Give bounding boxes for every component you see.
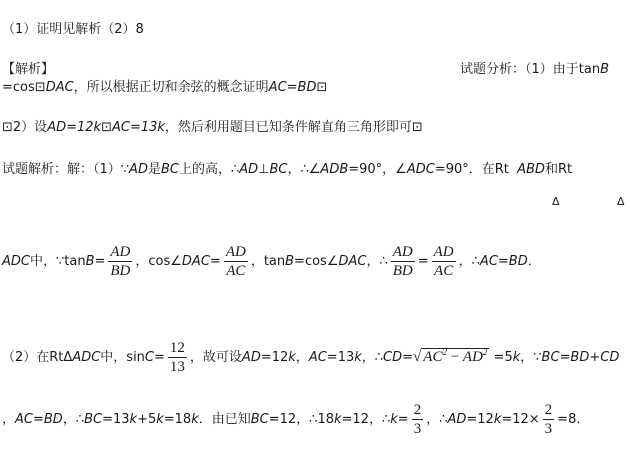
denominator: 13 bbox=[169, 359, 185, 375]
answer-text: （1）证明见解析（2）8 bbox=[2, 22, 144, 37]
var: AC=BD bbox=[479, 254, 528, 269]
var: ADC bbox=[406, 162, 435, 177]
text: ，∴∠ bbox=[287, 162, 321, 177]
var: AC bbox=[423, 349, 443, 365]
fraction-12-13 bbox=[168, 340, 187, 375]
text: ，∴ bbox=[361, 350, 384, 365]
sqrt-expression bbox=[413, 348, 489, 365]
text: =13 bbox=[326, 350, 355, 365]
text: ，∴ bbox=[458, 254, 480, 269]
var: ADC bbox=[72, 350, 101, 365]
text: 试题解析：解：（1）∵ bbox=[2, 162, 130, 177]
numerator: AD bbox=[392, 244, 413, 260]
text: 和Rt bbox=[545, 162, 573, 177]
denominator: BD bbox=[110, 263, 131, 279]
text: ，tan bbox=[250, 254, 286, 269]
text: =13 bbox=[102, 412, 130, 427]
text: =12× bbox=[501, 412, 540, 427]
fraction-ad-ac bbox=[432, 244, 456, 279]
text: =cos∠ bbox=[294, 254, 339, 269]
text: ，所以根据正切和余弦的概念证明 bbox=[73, 80, 269, 95]
text: =5 bbox=[493, 350, 513, 365]
var: k bbox=[390, 412, 398, 427]
var-ad-12k: AD=12k bbox=[47, 120, 102, 135]
text: =18 bbox=[163, 412, 192, 427]
text: = bbox=[209, 254, 221, 269]
text: = bbox=[94, 254, 106, 269]
text: =12，∴ bbox=[341, 412, 391, 427]
missing-glyph-icon: ⊡ bbox=[101, 120, 112, 135]
numerator: 2 bbox=[544, 402, 553, 418]
solution-p2-line-2 bbox=[2, 402, 589, 437]
text: = bbox=[402, 350, 414, 365]
var: k bbox=[288, 350, 296, 365]
text: ，∵ bbox=[520, 350, 542, 365]
var: BC bbox=[84, 412, 103, 427]
var: BC bbox=[160, 162, 179, 177]
var: AC bbox=[308, 350, 327, 365]
numerator: AD bbox=[225, 244, 246, 260]
denominator: BD bbox=[392, 263, 413, 279]
var: B bbox=[285, 254, 295, 269]
var: DAC bbox=[181, 254, 210, 269]
text: =12 bbox=[466, 412, 494, 427]
text: 中，sin bbox=[100, 350, 145, 365]
text: = bbox=[397, 412, 409, 427]
solution-p1-line-1 bbox=[2, 162, 572, 178]
triangle-symbol: Δ bbox=[63, 350, 73, 365]
exponent: 2 bbox=[442, 347, 447, 357]
var: AD bbox=[129, 162, 148, 177]
var: ABD bbox=[517, 162, 545, 177]
missing-glyph-icon: ⊡ bbox=[411, 120, 423, 135]
var-ac-bd: AC=BD bbox=[268, 80, 317, 95]
text: ， bbox=[295, 350, 309, 365]
var: BC bbox=[250, 412, 269, 427]
analysis-summary-text: 试题分析：（1）由于tan bbox=[460, 62, 601, 77]
missing-glyph-icon: ⊡ bbox=[34, 80, 46, 95]
var-b: B bbox=[600, 62, 609, 77]
solution-p2-line-1 bbox=[2, 340, 619, 375]
fraction-ad-bd bbox=[108, 244, 132, 279]
var: BC=BD+CD bbox=[541, 350, 620, 365]
text: =90°．在Rt bbox=[434, 162, 509, 177]
var: ADC bbox=[2, 254, 30, 269]
exponent: 2 bbox=[482, 347, 488, 357]
fraction-2-3 bbox=[543, 402, 555, 437]
var: k bbox=[354, 350, 362, 365]
radicand bbox=[421, 348, 489, 365]
var-ac-13k: AC=13k bbox=[111, 120, 165, 135]
text: ，cos∠ bbox=[135, 254, 182, 269]
analysis-line-1 bbox=[2, 80, 327, 96]
text: 2）设 bbox=[12, 120, 48, 135]
var: AD bbox=[462, 349, 483, 365]
text: ． bbox=[527, 254, 541, 269]
solution-p1-line-2 bbox=[2, 244, 541, 279]
text: 是 bbox=[147, 162, 161, 177]
var: CD bbox=[383, 350, 403, 365]
text: ，然后利用题目已知条件解直角三角形即可 bbox=[164, 120, 412, 135]
analysis-tag bbox=[2, 62, 54, 78]
var: ADB bbox=[320, 162, 349, 177]
operator: − bbox=[446, 349, 463, 365]
var: B bbox=[85, 254, 95, 269]
var: k bbox=[191, 412, 199, 427]
text: =8． bbox=[557, 412, 590, 427]
var: DAC bbox=[338, 254, 367, 269]
var: AC=BD bbox=[15, 412, 63, 427]
fraction-2-3 bbox=[412, 402, 424, 437]
text: 中，∵tan bbox=[29, 254, 86, 269]
denominator: 3 bbox=[544, 421, 553, 437]
denominator: AC bbox=[226, 263, 246, 279]
text: （2）在Rt bbox=[2, 350, 64, 365]
radical-sign: √ bbox=[413, 349, 422, 365]
text: +5 bbox=[137, 412, 157, 427]
var: k bbox=[493, 412, 502, 427]
var: BC bbox=[269, 162, 288, 177]
answer-line bbox=[2, 22, 144, 38]
text: =cos bbox=[2, 80, 35, 95]
text: 上的高，∴ bbox=[178, 162, 240, 177]
var-dac: DAC bbox=[45, 80, 74, 95]
var: C bbox=[144, 350, 154, 365]
var: AD bbox=[447, 412, 467, 427]
missing-glyph-icon: ⊡ bbox=[316, 80, 328, 95]
numerator: AD bbox=[110, 244, 131, 260]
text: = bbox=[417, 254, 429, 269]
var: k bbox=[334, 412, 342, 427]
triangle-symbol: Δ bbox=[552, 195, 560, 208]
text: ，故可设 bbox=[189, 350, 242, 365]
denominator: 3 bbox=[413, 421, 422, 437]
numerator: 12 bbox=[169, 340, 185, 356]
text: = bbox=[154, 350, 165, 365]
var: AD bbox=[241, 350, 261, 365]
triangle-symbol: Δ bbox=[617, 195, 625, 208]
var: k bbox=[512, 350, 521, 365]
var: AD bbox=[239, 162, 259, 177]
fraction-ad-ac bbox=[224, 244, 248, 279]
text: ，∴ bbox=[366, 254, 388, 269]
var: k bbox=[129, 412, 138, 427]
missing-glyph-icon: ⊡ bbox=[2, 120, 13, 135]
text: ， bbox=[2, 412, 16, 427]
text: =12 bbox=[260, 350, 289, 365]
denominator: AC bbox=[434, 263, 454, 279]
analysis-line-2 bbox=[2, 120, 423, 136]
text: ，∴ bbox=[62, 412, 85, 427]
text: ，∴ bbox=[426, 412, 448, 427]
analysis-summary bbox=[460, 62, 609, 78]
var: k bbox=[156, 412, 164, 427]
text: ⊥ bbox=[258, 162, 270, 177]
text: ．由已知 bbox=[198, 412, 251, 427]
text: =12，∴18 bbox=[268, 412, 334, 427]
analysis-tag-text: 【解析】 bbox=[2, 62, 55, 77]
text: =90°，∠ bbox=[348, 162, 407, 177]
numerator: 2 bbox=[413, 402, 422, 418]
fraction-ad-bd bbox=[391, 244, 415, 279]
numerator: AD bbox=[433, 244, 454, 260]
